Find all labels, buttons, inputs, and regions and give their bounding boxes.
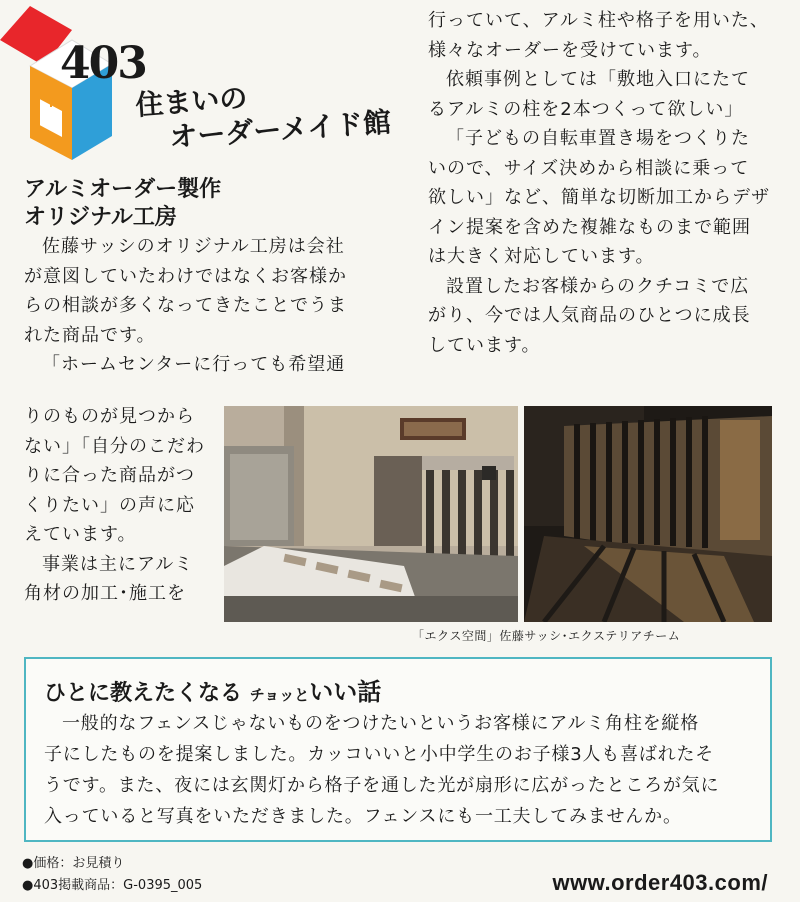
paragraph-line: 「子どもの自転車置き場をつくりた: [446, 128, 750, 149]
footer-product-code: ●403掲載商品：G-0395_005: [22, 878, 203, 893]
article-right-column: [428, 6, 778, 360]
photo-caption: 「エクス空間」佐藤サッシ･エクステリアチーム: [412, 629, 681, 643]
logo-title-line2: オーダーメイド館: [168, 105, 393, 154]
paragraph-line: えています。: [24, 524, 137, 545]
paragraph-line: 佐藤サッシのオリジナル工房は会社: [42, 236, 345, 257]
paragraph-line: 様々なオーダーを受けています。: [428, 39, 712, 61]
site-url-link[interactable]: www.order403.com/: [552, 870, 768, 895]
article-left-column: [24, 232, 396, 380]
story-box-title: [44, 672, 381, 707]
story-box-text: [44, 708, 764, 832]
story-line: 子にしたものを提案しました。カッコいいと小中学生のお子様3人も喜ばれたそ: [44, 744, 715, 765]
paragraph-line: 設置したお客様からのクチコミで広: [446, 275, 750, 297]
story-line: 入っていると写真をいただきました。フェンスにも一工夫してみませんか。: [44, 806, 682, 827]
paragraph-line: 角材の加工･施工を: [24, 583, 186, 604]
headline-line2: オリジナル工房: [24, 205, 177, 230]
paragraph-line: イン提案を含めた複雑なものまで範囲: [428, 216, 751, 238]
paragraph-line: りに合った商品がつ: [24, 465, 195, 486]
paragraph-line: 行っていて、アルミ柱や格子を用いた、: [428, 10, 769, 31]
paragraph-line: いので、サイズ決めから相談に乗って: [428, 157, 750, 179]
photo-night-lattice: [524, 406, 772, 622]
paragraph-line: れた商品です。: [24, 324, 156, 346]
paragraph-line: しています。: [428, 334, 541, 356]
paragraph-line: 事業は主にアルミ: [42, 553, 194, 575]
story-line: 一般的なフェンスじゃないものをつけたいというお客様にアルミ角柱を縦格: [62, 713, 700, 734]
paragraph-line: ない」「自分のこだわ: [24, 435, 205, 457]
article-headline: [24, 176, 221, 232]
paragraph-line: くりたい」の声に応: [24, 494, 195, 516]
story-title-part1: ひとに教えたくなる: [44, 681, 243, 706]
paragraph-line: 依頼事例としては「敷地入口にたて: [446, 69, 750, 90]
paragraph-line: は大きく対応しています。: [428, 246, 655, 267]
photo-daytime-fence: [224, 406, 518, 622]
story-title-part3: いい話: [309, 678, 382, 706]
paragraph-line: がり、今では人気商品のひとつに成長: [428, 305, 751, 326]
logo-title-line1: 住まいの: [134, 81, 249, 122]
story-title-part2: チョッと: [249, 686, 310, 704]
article-left-narrow-column: [24, 402, 224, 609]
headline-line1: アルミオーダー製作: [24, 177, 222, 202]
paragraph-line: らの相談が多くなってきたことでうま: [24, 295, 347, 316]
paragraph-line: 「ホームセンターに行っても希望通: [42, 354, 346, 375]
story-line: うです。また、夜には玄関灯から格子を通した光が扇形に広がったところが気に: [44, 775, 720, 796]
footer-price: ●価格：お見積り: [22, 856, 125, 871]
paragraph-line: が意図していたわけではなくお客様か: [24, 265, 347, 287]
logo-number: 403: [60, 38, 146, 89]
paragraph-line: るアルミの柱を2本つくって欲しい」: [428, 98, 744, 120]
paragraph-line: 欲しい」など、簡単な切断加工からデザ: [428, 187, 770, 208]
paragraph-line: りのものが見つから: [24, 406, 195, 427]
